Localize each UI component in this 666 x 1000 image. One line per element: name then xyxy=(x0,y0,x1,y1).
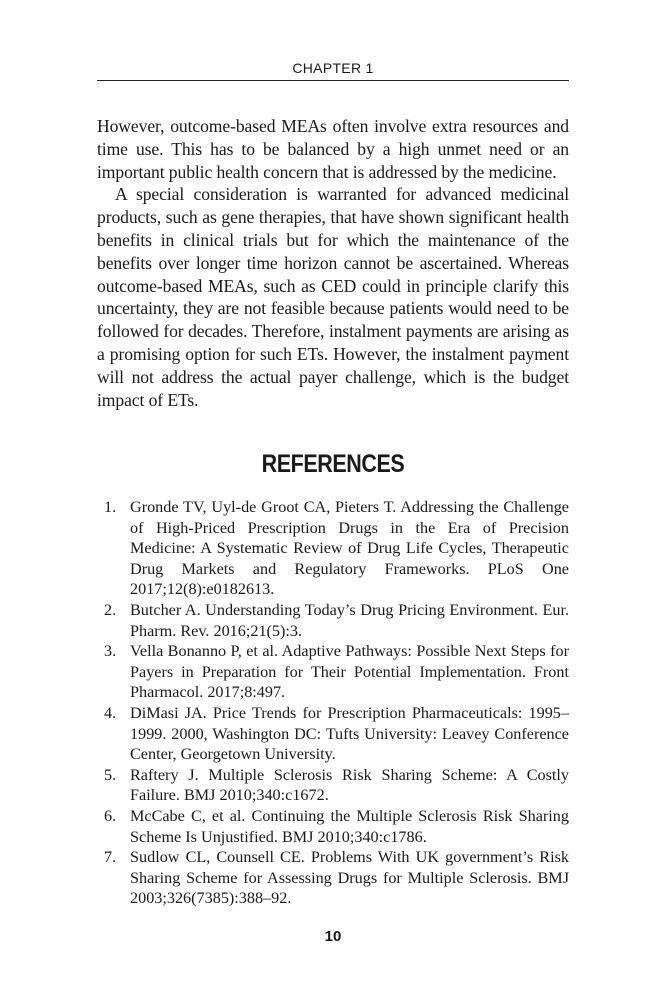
paragraph: A special consideration is warranted for advanced medicinal products, such as gene therapies, that have shown significant health benefits in clinical trials but for which the maintenance of the benefits over longer time horizon cannot be ascertained. Whereas outcome-based MEAs, such as CED could in principle clarify this uncertainty, they are not feasible because patients would need to be followed for decades. Therefore, instalment payments are arising as a promising option for such ETs. However, the instalment payment will not address the actual payer challenge, which is the budget impact of ETs. xyxy=(97,184,569,410)
reference-item xyxy=(104,600,569,641)
reference-number: 4. xyxy=(104,703,117,722)
reference-number: 1. xyxy=(104,498,117,516)
reference-text: Gronde TV, Uyl-de Groot CA, Pieters T. Addressing the Challenge of High-Priced Prescription Drugs in the Era of Precision Medicine: A Systematic Review of Drug Life Cycles, Therapeutic Drug Markets and Regulatory Frameworks. PLoS One 2017;12(8):e0182613. xyxy=(130,498,569,599)
paragraph: However, outcome-based MEAs often involve extra resources and time use. This has to be balanced by a high unmet need or an important public health concern that is addressed by the medicine. xyxy=(97,116,569,182)
reference-item xyxy=(104,847,569,909)
reference-number: 2. xyxy=(104,600,117,619)
reference-number: 6. xyxy=(104,806,117,825)
reference-text: Raftery J. Multiple Sclerosis Risk Sharing Scheme: A Costly Failure. BMJ 2010;340:c1672. xyxy=(130,765,569,805)
reference-item xyxy=(104,765,569,806)
reference-text: Sudlow CL, Counsell CE. Problems With UK government’s Risk Sharing Scheme for Assessing Drugs for Multiple Sclerosis. BMJ 2003;326(7385):388–92. xyxy=(130,848,569,908)
reference-text: DiMasi JA. Price Trends for Prescription Pharmaceuticals: 1995–1999. 2000, Washington DC: Tufts University: Leavey Conference Center, Georgetown University. xyxy=(130,703,569,764)
header-rule xyxy=(97,80,569,81)
reference-number: 7. xyxy=(104,848,117,867)
references-heading: REFERENCES xyxy=(261,450,405,478)
reference-text: McCabe C, et al. Continuing the Multiple Sclerosis Risk Sharing Scheme Is Unjustified. BMJ 2010;340:c1786. xyxy=(130,806,569,846)
reference-number: 3. xyxy=(104,642,117,661)
reference-item xyxy=(104,497,569,600)
reference-item xyxy=(104,806,569,847)
reference-text: Butcher A. Understanding Today’s Drug Pricing Environment. Eur. Pharm. Rev. 2016;21(5):3. xyxy=(130,600,569,640)
reference-text: Vella Bonanno P, et al. Adaptive Pathways: Possible Next Steps for Payers in Preparation for Their Potential Implementation. Front Pharmacol. 2017;8:497. xyxy=(130,642,569,702)
running-head: CHAPTER 1 xyxy=(292,60,374,76)
body-text xyxy=(97,115,569,411)
reference-number: 5. xyxy=(104,765,117,784)
page-number: 10 xyxy=(324,928,342,945)
reference-item xyxy=(104,703,569,765)
reference-item xyxy=(104,641,569,703)
reference-list xyxy=(104,497,569,909)
